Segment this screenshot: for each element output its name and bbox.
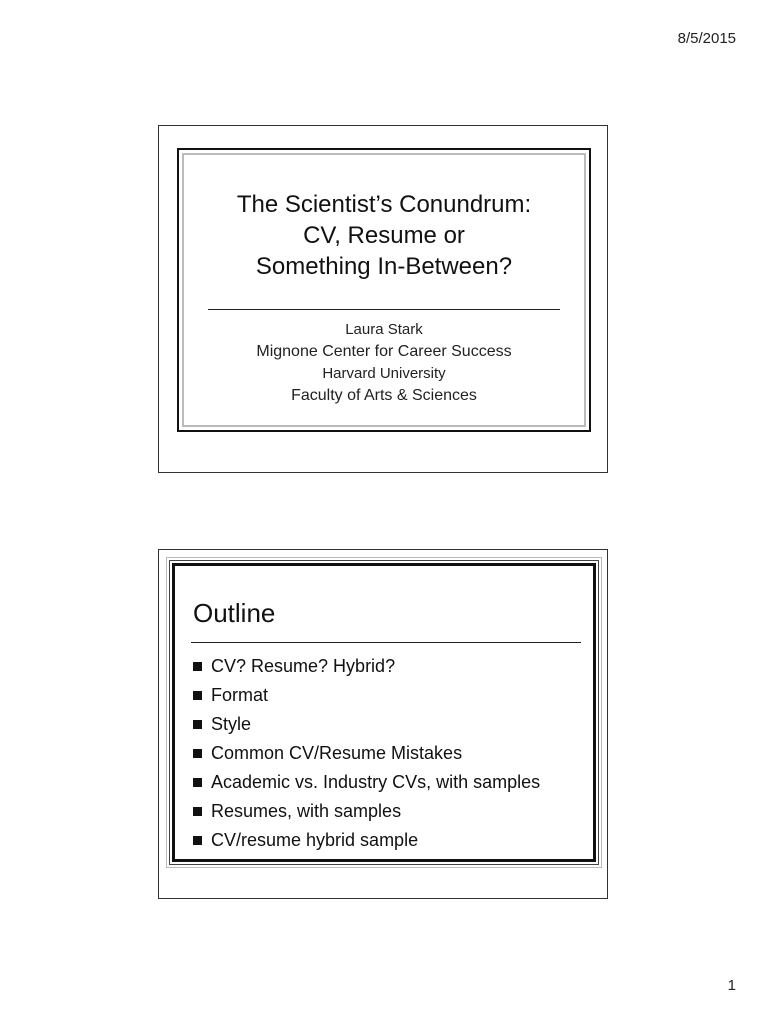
- date-stamp: 8/5/2015: [677, 30, 736, 47]
- square-bullet-icon: [193, 778, 202, 787]
- square-bullet-icon: [193, 807, 202, 816]
- slide-outline: [158, 549, 608, 899]
- author-faculty: Faculty of Arts & Sciences: [291, 387, 477, 404]
- slide-outline-frame: [169, 560, 599, 865]
- outline-heading: Outline: [193, 598, 276, 628]
- square-bullet-icon: [193, 720, 202, 729]
- page-number: 1: [727, 977, 736, 994]
- square-bullet-icon: [193, 836, 202, 845]
- title-line: The Scientist’s Conundrum:: [236, 191, 532, 218]
- list-item: Style: [193, 710, 540, 739]
- outline-list: [193, 652, 540, 855]
- slide-title-heading: [184, 189, 584, 282]
- list-item: Academic vs. Industry CVs, with samples: [193, 768, 540, 797]
- list-item: CV/resume hybrid sample: [193, 826, 540, 855]
- square-bullet-icon: [193, 749, 202, 758]
- list-item: Resumes, with samples: [193, 797, 540, 826]
- author-university: Harvard University: [322, 365, 446, 382]
- list-item: Common CV/Resume Mistakes: [193, 739, 540, 768]
- title-line: CV, Resume or: [303, 222, 465, 249]
- list-item: CV? Resume? Hybrid?: [193, 652, 540, 681]
- slide-title-frame: [177, 148, 591, 432]
- title-line: Something In-Between?: [255, 253, 513, 280]
- square-bullet-icon: [193, 691, 202, 700]
- list-item: Format: [193, 681, 540, 710]
- author-org: Mignone Center for Career Success: [256, 343, 512, 360]
- square-bullet-icon: [193, 662, 202, 671]
- slide-title: [158, 125, 608, 473]
- author-block: [184, 319, 584, 407]
- author-name: Laura Stark: [345, 321, 423, 338]
- outline-divider: [191, 642, 581, 643]
- title-divider: [208, 309, 560, 310]
